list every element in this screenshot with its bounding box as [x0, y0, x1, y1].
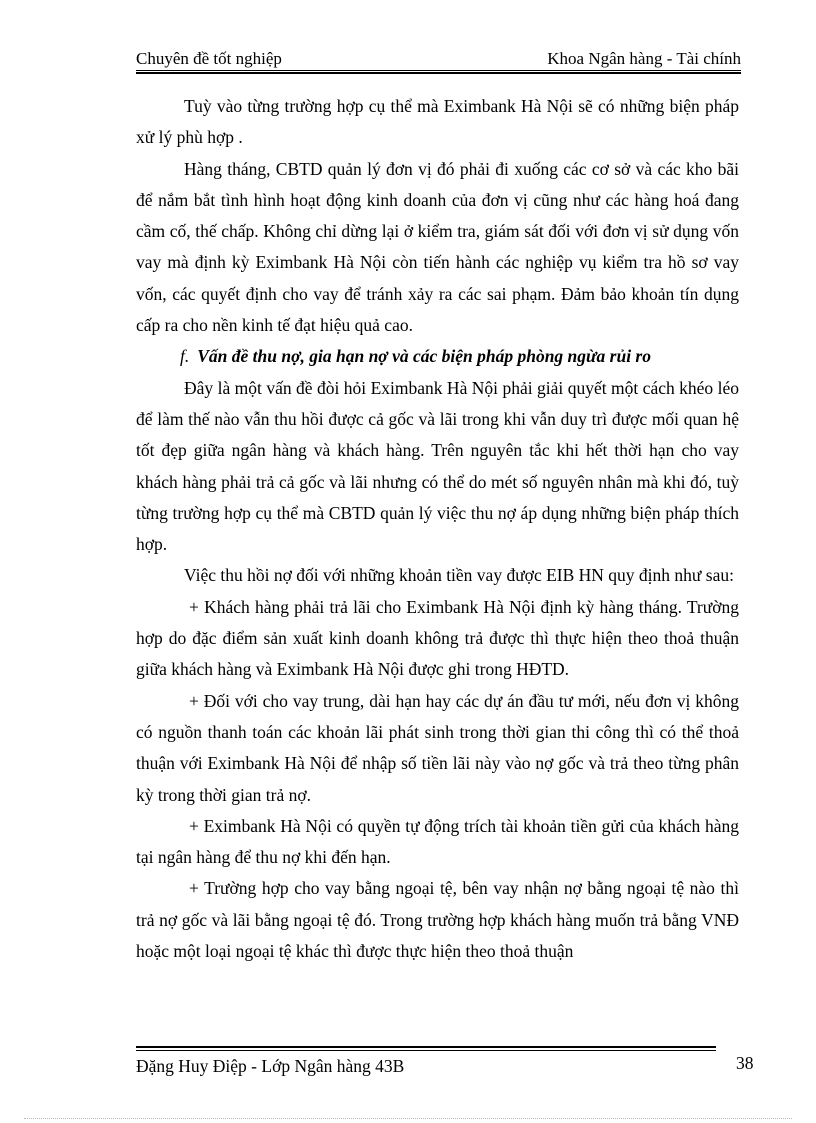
section-number: f. — [180, 346, 190, 367]
footer-divider — [136, 1050, 716, 1051]
page-edge-divider — [24, 1118, 792, 1119]
footer-author: Đặng Huy Điệp - Lớp Ngân hàng 43B — [136, 1056, 405, 1076]
list-item: + Eximbank Hà Nội có quyền tự động trích tài khoản tiền gửi của khách hàng tại ngân hàng để thu nợ khi đến hạn. — [136, 815, 739, 868]
section-heading — [136, 341, 739, 372]
header-divider — [136, 70, 741, 71]
list-item: + Khách hàng phải trả lãi cho Eximbank Hà Nội định kỳ hàng tháng. Trường hợp do đặc điểm sản xuất kinh doanh không trả được thì thực hiện theo thoả thuận giữa khách hàng và Eximbank Hà Nội được ghi trong HĐTD. — [136, 596, 739, 680]
paragraph-debt-collection: Đây là một vấn đề đòi hỏi Eximbank Hà Nội phải giải quyết một cách khéo léo để làm thế nào vẫn thu hồi được cả gốc và lãi trong khi vẫn duy trì được mối quan hệ tốt đẹp giữa ngân hàng và khách hàng. Trên nguyên tắc khi hết thời hạn cho vay khách hàng phải trả cả gốc và lãi nhưng có thể do mét số nguyên nhân mà khi đó, tuỳ từng trường hợp cụ thể mà CBTD quản lý việc thu nợ áp dụng những biện pháp thích hợp. — [136, 377, 739, 555]
header-divider-thick — [136, 72, 741, 74]
header-faculty: Khoa Ngân hàng - Tài chính — [547, 49, 741, 68]
list-item: + Đối với cho vay trung, dài hạn hay các dự án đầu tư mới, nếu đơn vị không có nguồn thanh toán các khoản lãi phát sinh trong thời gian thi công thì có thể thoả thuận với Eximbank Hà Nội để nhập số tiền lãi này vào nợ gốc và trả theo từng phân kỳ trong thời gian trả nợ. — [136, 690, 739, 805]
header-course-title: Chuyên đề tốt nghiệp — [136, 49, 282, 68]
section-title: Vấn đề thu nợ, gia hạn nợ và các biện pháp phòng ngừa rủi ro — [197, 346, 651, 367]
list-item: + Trường hợp cho vay bằng ngoại tệ, bên vay nhận nợ bằng ngoại tệ nào thì trả nợ gốc và lãi bằng ngoại tệ đó. Trong trường hợp khách hàng muốn trả bằng VNĐ hoặc một loại ngoại tệ khác thì được thực hiện theo thoả thuận — [136, 878, 739, 962]
paragraph-handling-measures: Tuỳ vào từng trường hợp cụ thể mà Eximbank Hà Nội sẽ có những biện pháp xử lý phù hợp . — [136, 96, 739, 148]
page-number: 38 — [736, 1053, 754, 1073]
paragraph-monthly-inspection: Hàng tháng, CBTD quản lý đơn vị đó phải đi xuống các cơ sở và các kho bãi để nắm bắt tình hình hoạt động kinh doanh của đơn vị cũng như các hàng hoá đang cầm cố, thế chấp. Không chỉ dừng lại ở kiểm tra, giám sát đối với đơn vị sử dụng vốn vay mà định kỳ Eximbank Hà Nội còn tiến hành các nghiệp vụ kiểm tra hồ sơ vay vốn, các quyết định cho vay để tránh xảy ra các sai phạm. Đảm bảo khoản tín dụng cấp ra cho nền kinh tế đạt hiệu quả cao. — [136, 158, 739, 336]
page-header — [136, 48, 741, 70]
page-body — [136, 91, 739, 967]
paragraph-collection-rules: Việc thu hồi nợ đối với những khoản tiền vay được EIB HN quy định như sau: — [184, 565, 734, 586]
footer-divider-thick — [136, 1046, 716, 1048]
